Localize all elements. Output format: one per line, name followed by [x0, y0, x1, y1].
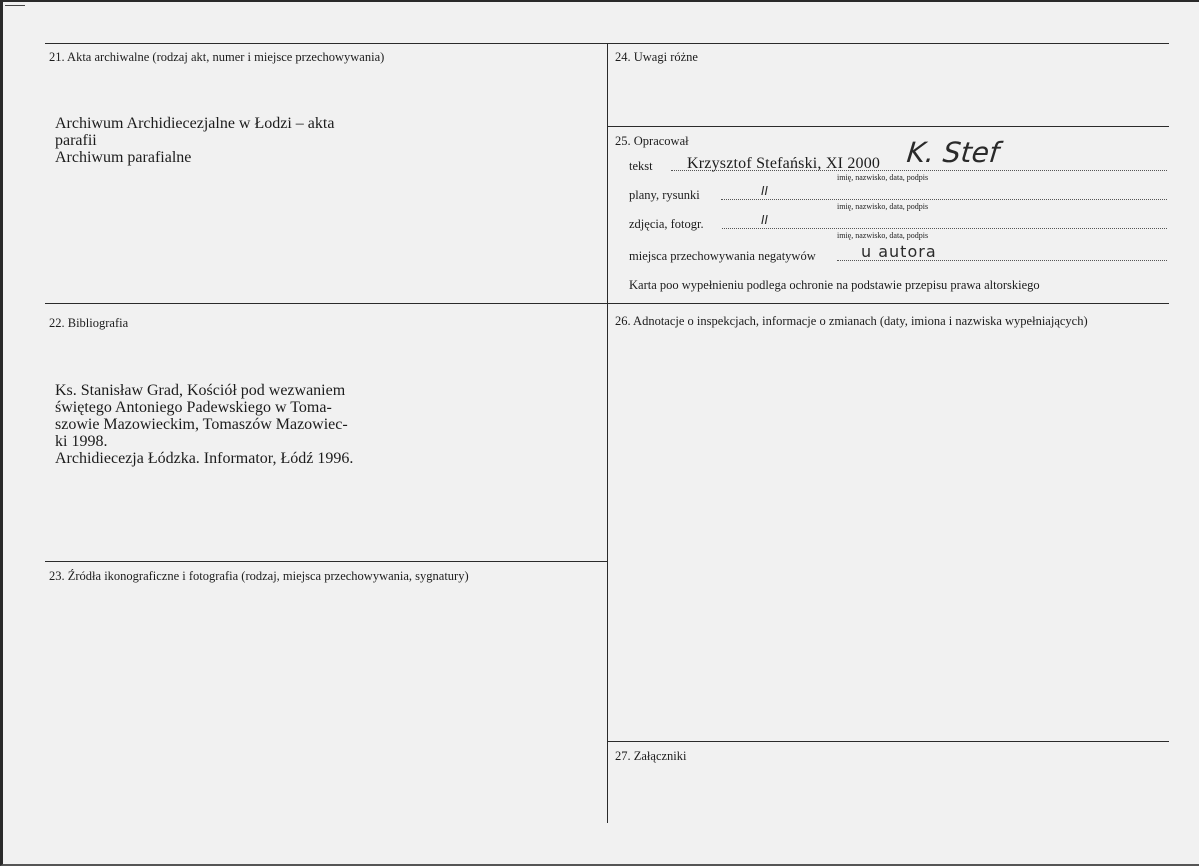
bibliography-line-5: Archidiecezja Łódzka. Informator, Łódź 1996.	[55, 450, 354, 467]
section-26-label: 26. Adnotacje o inspekcjach, informacje o zmianach (daty, imiona i nazwiska wypełniających)	[615, 314, 1088, 328]
negatywy-value: u autora	[861, 242, 937, 261]
rule-26-27	[607, 741, 1169, 742]
rule-21-22	[45, 303, 607, 304]
section-23-label: 23. Źródła ikonograficzne i fotografia (rodzaj, miejsca przechowywania, sygnatury)	[49, 569, 469, 583]
bibliography-line-3: szowie Mazowieckim, Tomaszów Mazowiec-	[55, 416, 348, 433]
tekst-caption: imię, nazwisko, data, podpis	[837, 173, 929, 182]
corner-mark	[5, 5, 25, 6]
tekst-value: Krzysztof Stefański, XI 2000	[687, 155, 881, 172]
column-divider	[607, 43, 608, 823]
bibliography-line-4: ki 1998.	[55, 433, 108, 450]
plany-label: plany, rysunki	[629, 188, 700, 202]
rule-24-25	[607, 126, 1169, 127]
protection-note: Karta poo wypełnieniu podlega ochronie na podstawie przepisu prawa altorskiego	[629, 278, 1040, 292]
zdjecia-label: zdjęcia, fotogr.	[629, 217, 704, 231]
plany-dotted-line	[721, 199, 1167, 200]
tekst-signature: K. Stef	[905, 136, 1001, 169]
rule-22-23	[45, 561, 607, 562]
negatywy-label: miejsca przechowywania negatywów	[629, 249, 816, 263]
zdjecia-caption: imię, nazwisko, data, podpis	[837, 231, 929, 240]
section-22-content	[55, 382, 375, 467]
bibliography-line-2: świętego Antoniego Padewskiego w Toma-	[55, 399, 332, 416]
section-25-label: 25. Opracował	[615, 134, 689, 148]
section-21-content	[55, 115, 375, 166]
archive-line-2: parafii	[55, 132, 97, 149]
archive-line-1: Archiwum Archidiecezjalne w Łodzi – akta	[55, 115, 335, 132]
zdjecia-value: II	[761, 213, 769, 227]
section-22-label: 22. Bibliografia	[49, 316, 129, 330]
zdjecia-dotted-line	[722, 228, 1167, 229]
plany-value: II	[761, 184, 769, 198]
tekst-label: tekst	[629, 159, 653, 173]
bibliography-line-1: Ks. Stanisław Grad, Kościół pod wezwaniem	[55, 382, 346, 399]
plany-caption: imię, nazwisko, data, podpis	[837, 202, 929, 211]
archive-line-3: Archiwum parafialne	[55, 149, 192, 166]
rule-25-26	[607, 303, 1169, 304]
section-24-label: 24. Uwagi różne	[615, 50, 698, 64]
section-21-label: 21. Akta archiwalne (rodzaj akt, numer i miejsce przechowywania)	[49, 50, 385, 64]
section-27-label: 27. Załączniki	[615, 749, 687, 763]
